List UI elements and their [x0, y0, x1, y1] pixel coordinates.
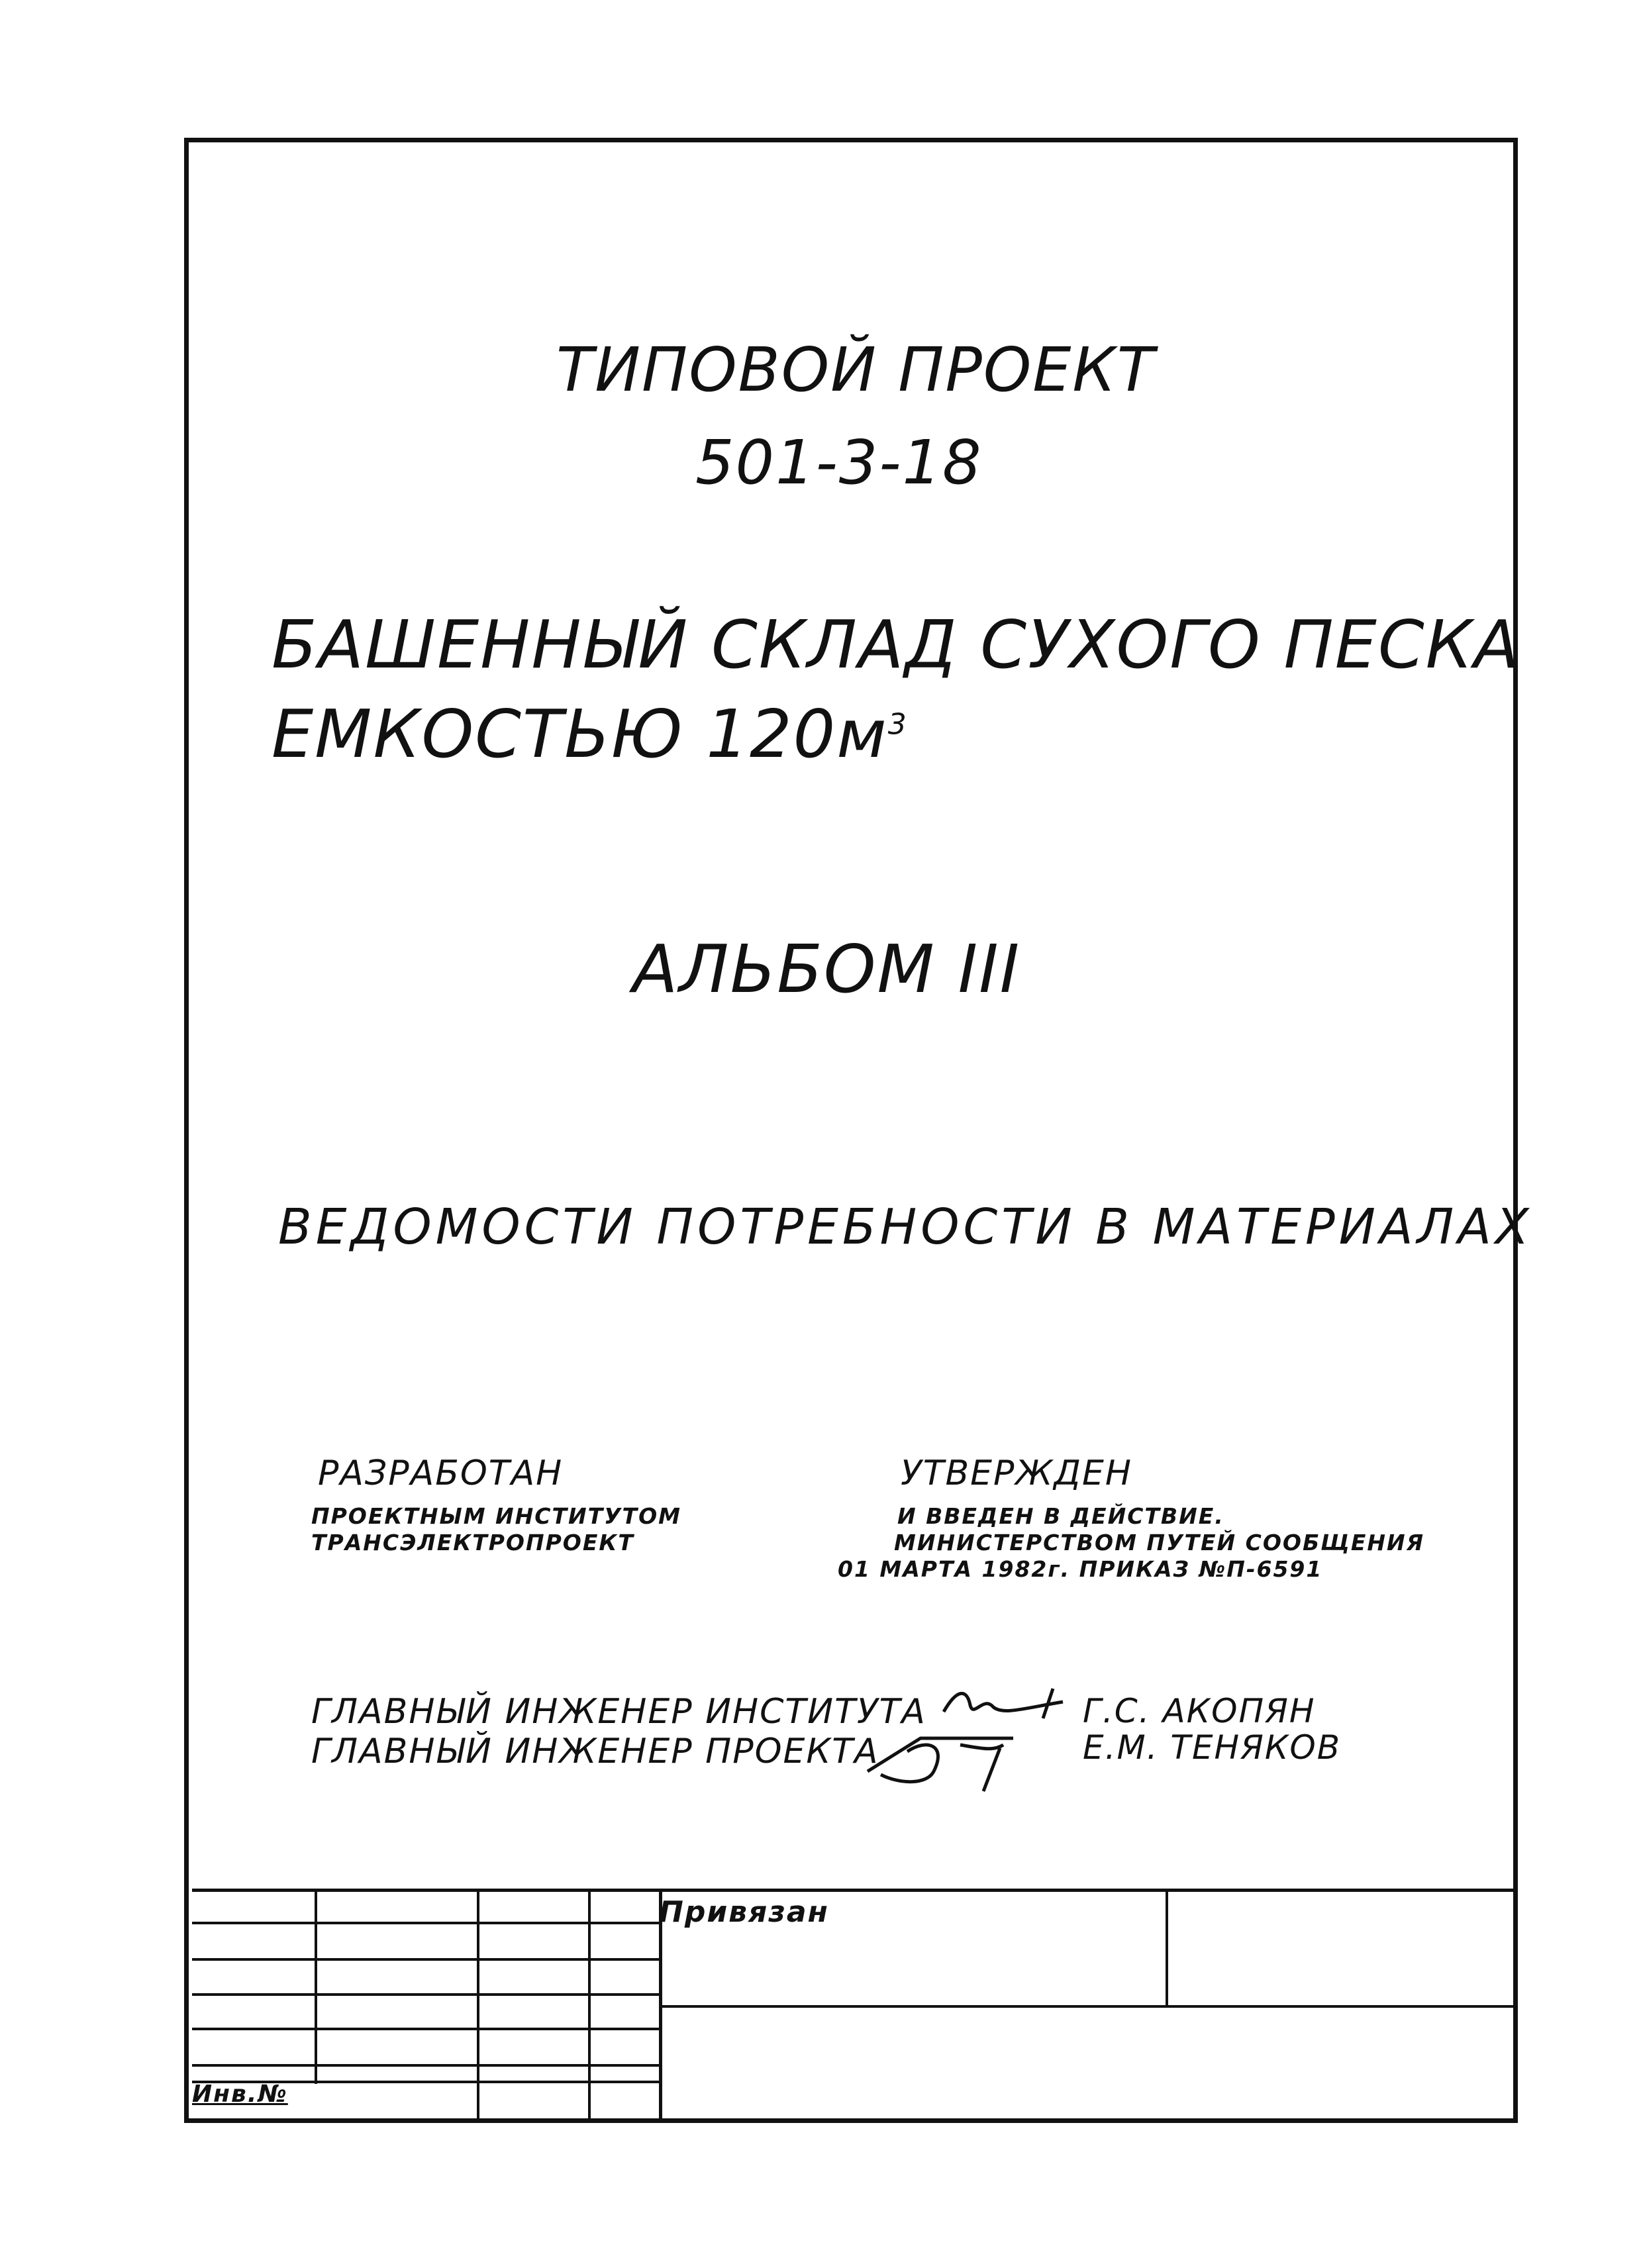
approved-heading: УТВЕРЖДЕН [901, 1454, 1132, 1493]
inventory-number-label: Инв.№ [192, 2081, 288, 2108]
approved-line2: МИНИСТЕРСТВОМ ПУТЕЙ СООБЩЕНИЯ [894, 1530, 1425, 1555]
approved-line3: 01 МАРТА 1982г. ПРИКАЗ №П-6591 [838, 1556, 1323, 1582]
project-number: 501-3-18 [695, 427, 983, 498]
chief-engineer-project-name: Е.М. ТЕНЯКОВ [1083, 1728, 1342, 1767]
approved-line1: И ВВЕДЕН В ДЕЙСТВИЕ. [897, 1503, 1224, 1529]
chief-engineer-institute-name: Г.С. АКОПЯН [1083, 1692, 1316, 1730]
project-subject-line1: БАШЕННЫЙ СКЛАД СУХОГО ПЕСКА [272, 606, 1521, 683]
capacity-unit-superscript: 3 [887, 707, 908, 742]
developed-line1: ПРОЕКТНЫМ ИНСТИТУТОМ [311, 1503, 681, 1529]
album-number: АЛЬБОМ III [632, 930, 1021, 1008]
project-type-title: ТИПОВОЙ ПРОЕКТ [556, 334, 1156, 405]
chief-engineer-institute-role: ГЛАВНЫЙ ИНЖЕНЕР ИНСТИТУТА [311, 1692, 926, 1732]
privyazan-label: Привязан [659, 1895, 829, 1929]
signature-2-icon [861, 1725, 1033, 1798]
title-block-stamp [192, 1889, 1515, 2120]
developed-heading: РАЗРАБОТАН [318, 1454, 564, 1493]
developed-line2: ТРАНСЭЛЕКТРОПРОЕКТ [311, 1530, 634, 1555]
project-subject-line2 [272, 695, 908, 773]
signature-1-icon [937, 1682, 1076, 1728]
capacity-text: ЕМКОСТЬЮ 120м [272, 695, 888, 773]
chief-engineer-project-role: ГЛАВНЫЙ ИНЖЕНЕР ПРОЕКТА [311, 1732, 879, 1771]
album-content-title: ВЕДОМОСТИ ПОТРЕБНОСТИ В МАТЕРИАЛАХ [278, 1199, 1533, 1256]
